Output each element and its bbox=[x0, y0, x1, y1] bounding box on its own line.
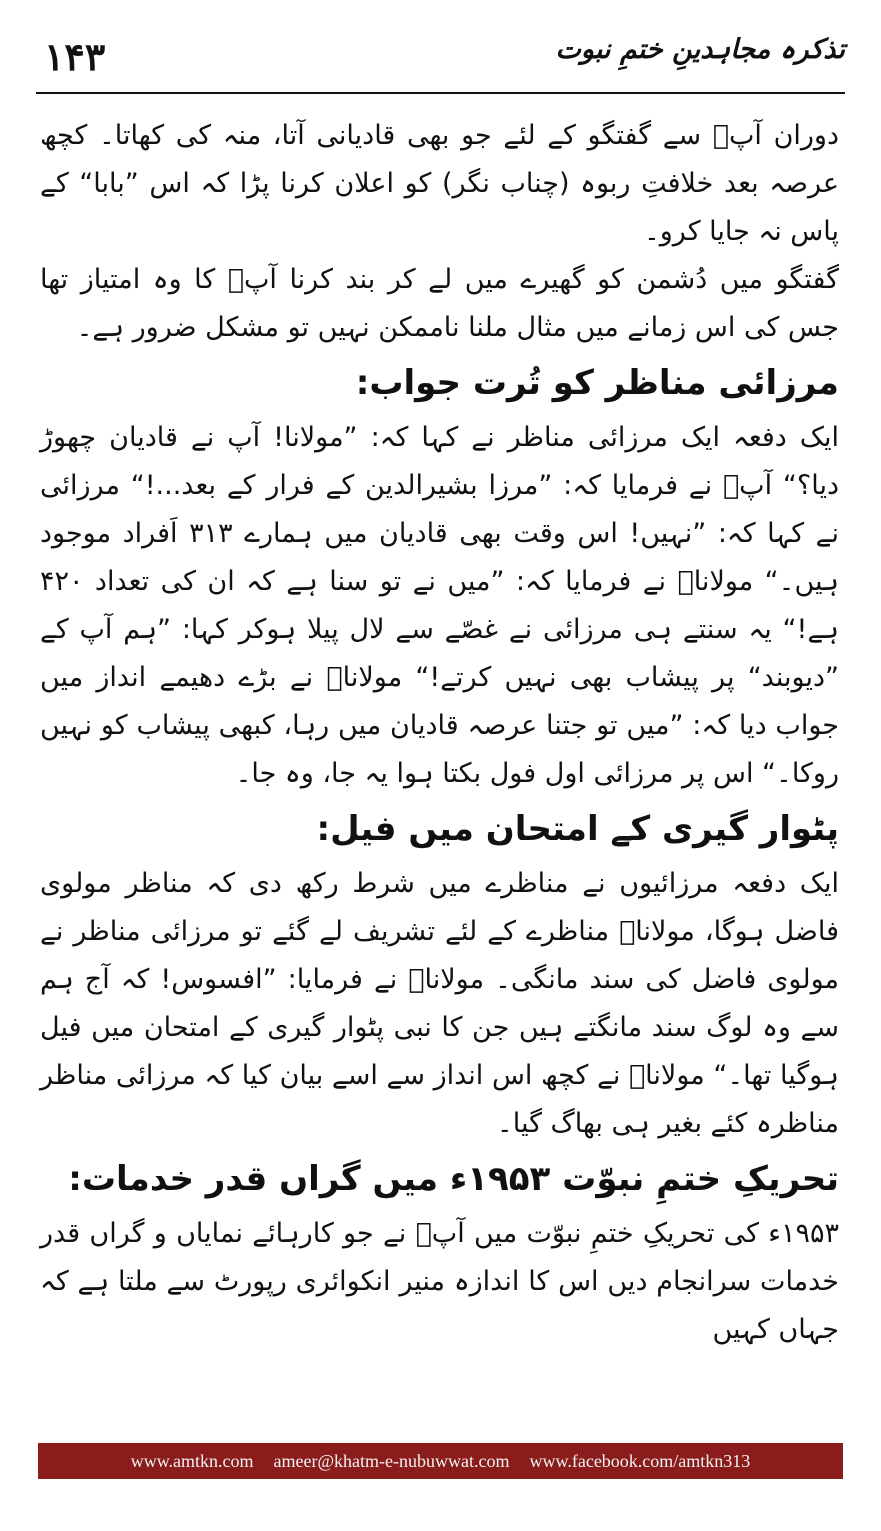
header-divider bbox=[36, 92, 845, 94]
running-title: تذکرہ مجاہدینِ ختمِ نبوت bbox=[555, 34, 845, 65]
paragraph-5: ۱۹۵۳ء کی تحریکِ ختمِ نبوّت میں آپؒ نے جو کارہائے نمایاں و گراں قدر خدمات سرانجام دیں اس کا اندازہ منیر انکوائری رپورٹ سے ملتا ہے کہ جہاں کہیں bbox=[40, 1218, 839, 1345]
footer-facebook-link[interactable]: www.facebook.com/amtkn313 bbox=[529, 1451, 751, 1471]
paragraph-4: ایک دفعہ مرزائیوں نے مناظرے میں شرط رکھ دی کہ مناظر مولوی فاضل ہوگا، مولاناؒ مناظرے کے لئے تشریف لے گئے تو مرزائی مناظر نے مولوی فاضل کی سند مانگی۔ مولاناؒ نے فرمایا: ”افسوس! کہ آج ہم سے وہ لوگ سند مانگتے ہیں جن کا نبی پٹوار گیری کے امتحان میں فیل ہوگیا تھا۔“ مولاناؒ نے کچھ اس انداز سے اسے بیان کیا کہ مرزائی مناظر مناظرہ کئے بغیر ہی بھاگ گیا۔ bbox=[40, 868, 839, 1139]
paragraph-3: ایک دفعہ ایک مرزائی مناظر نے کہا کہ: ”مولانا! آپ نے قادیان چھوڑ دیا؟“ آپؒ نے فرمایا کہ: ”مرزا بشیرالدین کے فرار کے بعد...!“ مرزائی نے کہا کہ: ”نہیں! اس وقت بھی قادیان میں ہمارے ۳۱۳ اَفراد موجود ہیں۔“ مولاناؒ نے فرمایا کہ: ”میں نے تو سنا ہے کہ ان کی تعداد ۴۲۰ ہے!“ یہ سنتے ہی مرزائی نے غصّے سے لال پیلا ہوکر کہا: ”ہم آپ کے ”دیوبند“ پر پیشاب بھی نہیں کرتے!“ مولاناؒ نے بڑے دھیمے انداز میں جواب دیا کہ: ”میں تو جتنا عرصہ قادیان میں رہا، کبھی پیشاب کو نہیں روکا۔“ اس پر مرزائی اول فول بکتا ہوا یہ جا، وہ جا۔ bbox=[40, 422, 839, 789]
footer-website-link[interactable]: www.amtkn.com bbox=[130, 1451, 254, 1471]
footer-band bbox=[38, 1443, 843, 1479]
page-body bbox=[40, 112, 839, 1354]
section-heading-1: مرزائی مناظر کو تُرت جواب: bbox=[355, 363, 839, 403]
page-header bbox=[36, 22, 845, 94]
section-heading-2: پٹوار گیری کے امتحان میں فیل: bbox=[316, 809, 839, 849]
footer-email-link[interactable]: ameer@khatm-e-nubuwwat.com bbox=[273, 1451, 510, 1471]
paragraph-1: دوران آپؒ سے گفتگو کے لئے جو بھی قادیانی آتا، منہ کی کھاتا۔ کچھ عرصہ بعد خلافتِ ربوہ (چناب نگر) کو اعلان کرنا پڑا کہ اس ”بابا“ کے پاس نہ جایا کرو۔ bbox=[40, 120, 839, 247]
paragraph-2: گفتگو میں دُشمن کو گھیرے میں لے کر بند کرنا آپؒ کا وہ امتیاز تھا جس کی اس زمانے میں مثال ملنا ناممکن نہیں تو مشکل ضرور ہے۔ bbox=[40, 264, 839, 343]
section-heading-3: تحریکِ ختمِ نبوّت ۱۹۵۳ء میں گراں قدر خدمات: bbox=[68, 1159, 839, 1199]
page-number: ۱۴۳ bbox=[44, 34, 106, 79]
